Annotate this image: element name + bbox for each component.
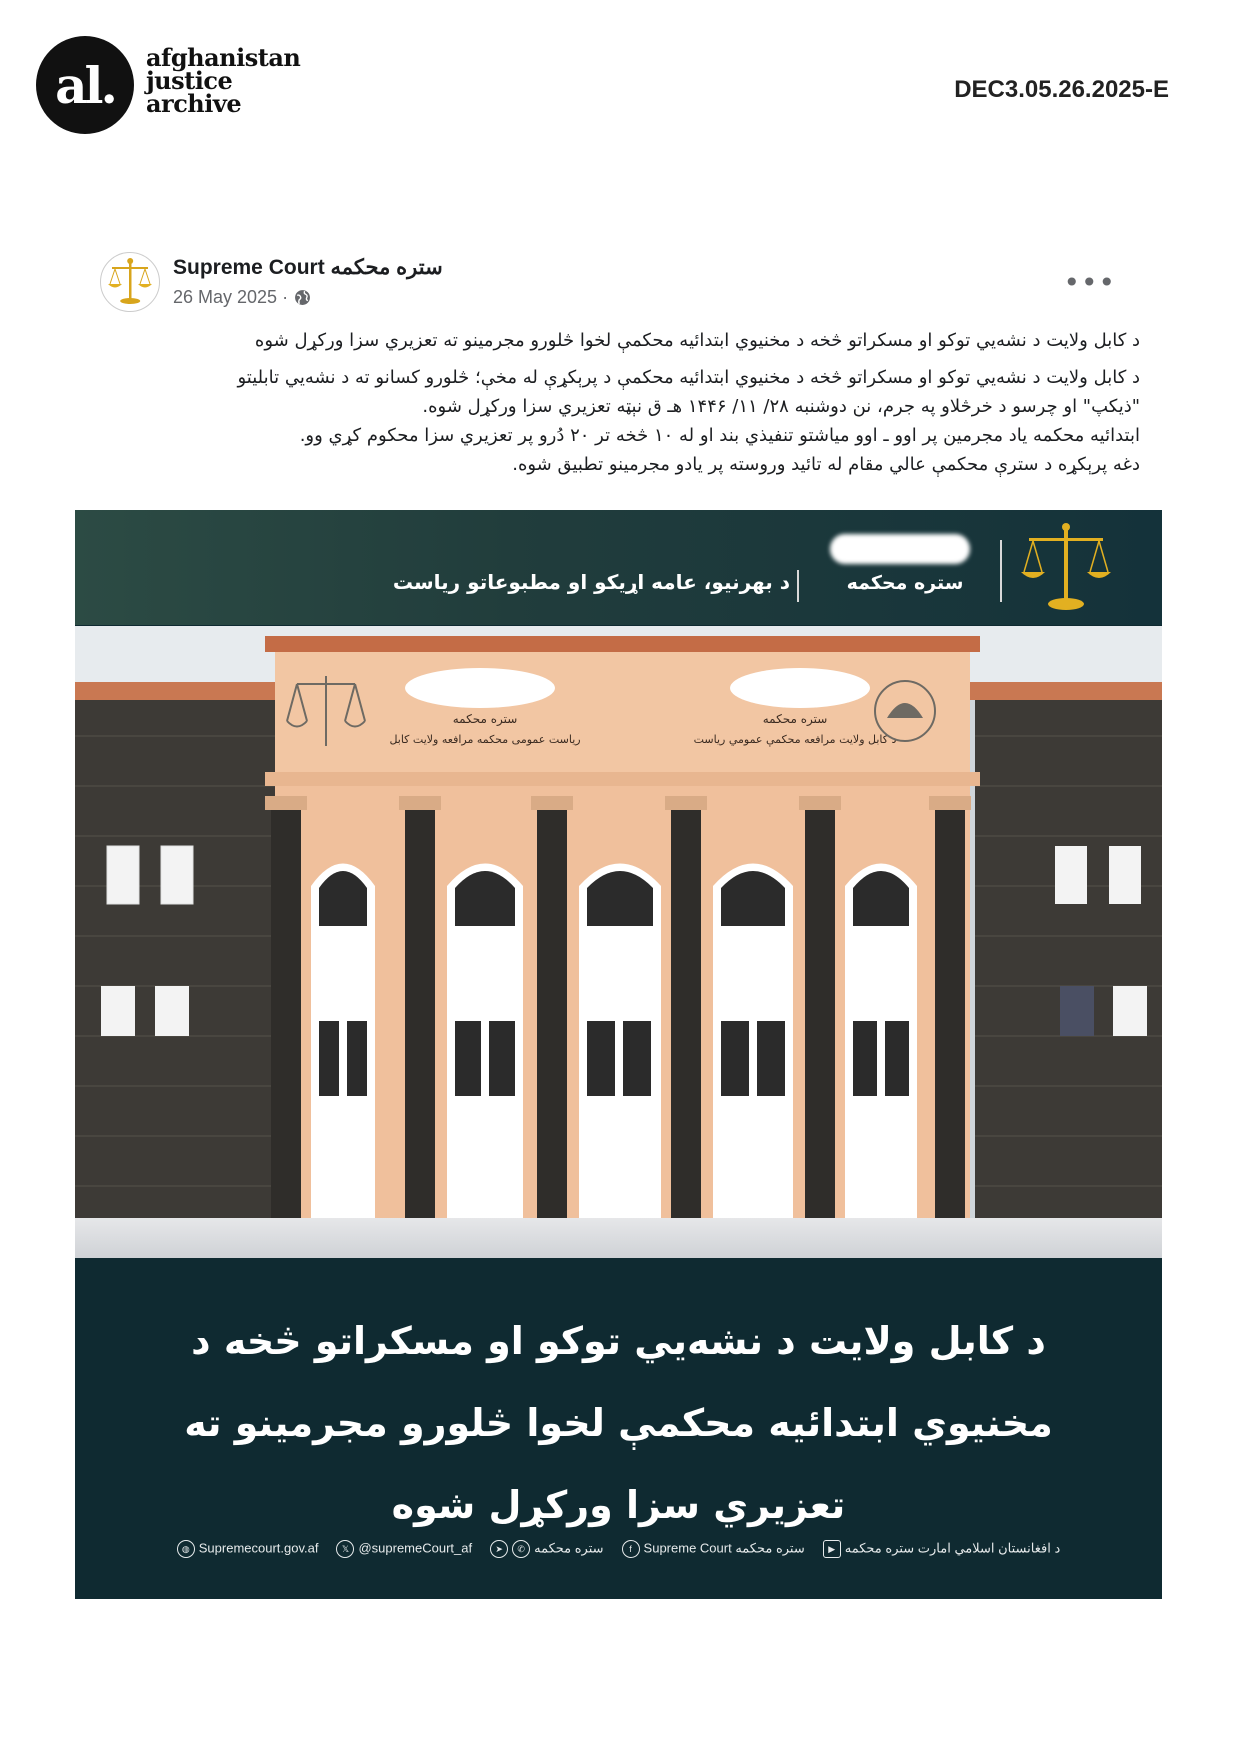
- image-banner: [75, 510, 1162, 625]
- post-body-line: ابتدائيه محکمه ياد مجرمين پر اوو ـ اوو مياشتو تنفيذي بند او له ۱۰ څخه تر ۲۰ دُرو پر تعزيري سزا محکوم کړي وو.: [299, 425, 1140, 446]
- post-body-line: دغه پرېکړه د سترې محکمې عالي مقام له تائيد وروسته پر يادو مجرمينو تطبيق شوه.: [512, 454, 1140, 475]
- banner-divider: [1000, 540, 1002, 602]
- archive-logo: al.: [36, 36, 134, 134]
- footer-youtube: [823, 1540, 1060, 1558]
- footer-x: [336, 1540, 472, 1558]
- post-date-text: 26 May 2025 ·: [173, 287, 289, 307]
- footer-youtube-text: د افغانستان اسلامي امارت ستره محکمه: [844, 1540, 1061, 1556]
- post-body-line: "ذيکپ" او چرسو د خرڅلاو په جرم، نن دوشنبه ۲۸/ ۱۱/ ۱۴۴۶ هـ ق نېټه تعزيري سزا ورکړل شوه.: [422, 396, 1140, 417]
- archive-name-line: archive: [146, 89, 242, 118]
- footer-facebook: [622, 1540, 805, 1558]
- svg-text:ستره محکمه: ستره محکمه: [452, 712, 518, 726]
- archive-name-line: justice: [146, 66, 233, 95]
- archive-name: [146, 43, 301, 118]
- post-header: [100, 252, 1140, 316]
- image-headline: [75, 1300, 1162, 1546]
- whatsapp-icon: ✆: [512, 1540, 530, 1558]
- image-headline-line: مخنيوي ابتدائيه محکمې لخوا څلورو مجرمينو ته: [184, 1401, 1053, 1445]
- telegram-icon: ➤: [490, 1540, 508, 1558]
- footer-website-text: Supremecourt.gov.af: [198, 1540, 319, 1556]
- banner-court: ستره محکمه: [846, 572, 964, 594]
- youtube-icon: ▶: [823, 1540, 841, 1558]
- post-image[interactable]: [75, 510, 1162, 1599]
- document-code: DEC3.05.26.2025-E: [954, 76, 1169, 103]
- web-icon: ◍: [177, 1540, 195, 1558]
- page-name[interactable]: Supreme Court ستره محکمه: [173, 256, 443, 279]
- post-headline: د کابل ولایت د نشه‌يي توکو او مسکراتو څخه د مخنيوي ابتدائيه محکمې لخوا څلورو مجرمینو ته تعزيري سزا ورکړل شوه: [254, 330, 1140, 351]
- footer-telegram-text: ستره محکمه: [534, 1540, 604, 1556]
- image-headline-line: تعزيري سزا ورکړل شوه: [391, 1483, 846, 1527]
- image-footer: [75, 1540, 1162, 1558]
- globe-icon: [294, 289, 311, 306]
- footer-website: [177, 1540, 319, 1558]
- svg-text:د کابل ولايت مرافعه محکمې عموم: د کابل ولايت مرافعه محکمې عمومي رياست: [693, 733, 897, 746]
- svg-text:ستره محکمه: ستره محکمه: [762, 712, 828, 726]
- archive-name-line: afghanistan: [146, 43, 301, 72]
- scales-of-justice-icon: [1021, 520, 1111, 615]
- court-building-photo: [75, 626, 1162, 1218]
- x-icon: 𝕏: [336, 1540, 354, 1558]
- scales-of-justice-icon: [101, 253, 159, 311]
- footer-facebook-text: Supreme Court ستره محکمه: [643, 1540, 805, 1556]
- banner-divider: [797, 570, 799, 602]
- photo-band: [75, 1218, 1162, 1258]
- facebook-icon: f: [622, 1540, 640, 1558]
- footer-telegram-whatsapp: [490, 1540, 603, 1558]
- redacted-blur: [830, 534, 970, 564]
- page-avatar[interactable]: [100, 252, 160, 312]
- banner-directorate: د بهرنيو، عامه اړيکو او مطبوعاتو رياست: [392, 570, 790, 594]
- image-headline-line: د کابل ولايت د نشه‌يي توکو او مسکراتو څخه د: [191, 1319, 1046, 1363]
- footer-x-text: @supremeCourt_af: [358, 1540, 473, 1556]
- more-options-icon[interactable]: •••: [1063, 266, 1116, 299]
- post-text: [100, 326, 1140, 479]
- svg-text:رياست عمومی محکمه مرافعه ولايت: رياست عمومی محکمه مرافعه ولايت کابل: [389, 733, 581, 746]
- post-date[interactable]: [173, 287, 311, 308]
- post-body-line: د کابل ولایت د نشه‌يي توکو او مسکراتو څخه د مخنيوي ابتدائيه محکمې د پرېکړې له مخې؛ څلورو کسانو ته د نشه‌يي تابليتو: [237, 367, 1140, 388]
